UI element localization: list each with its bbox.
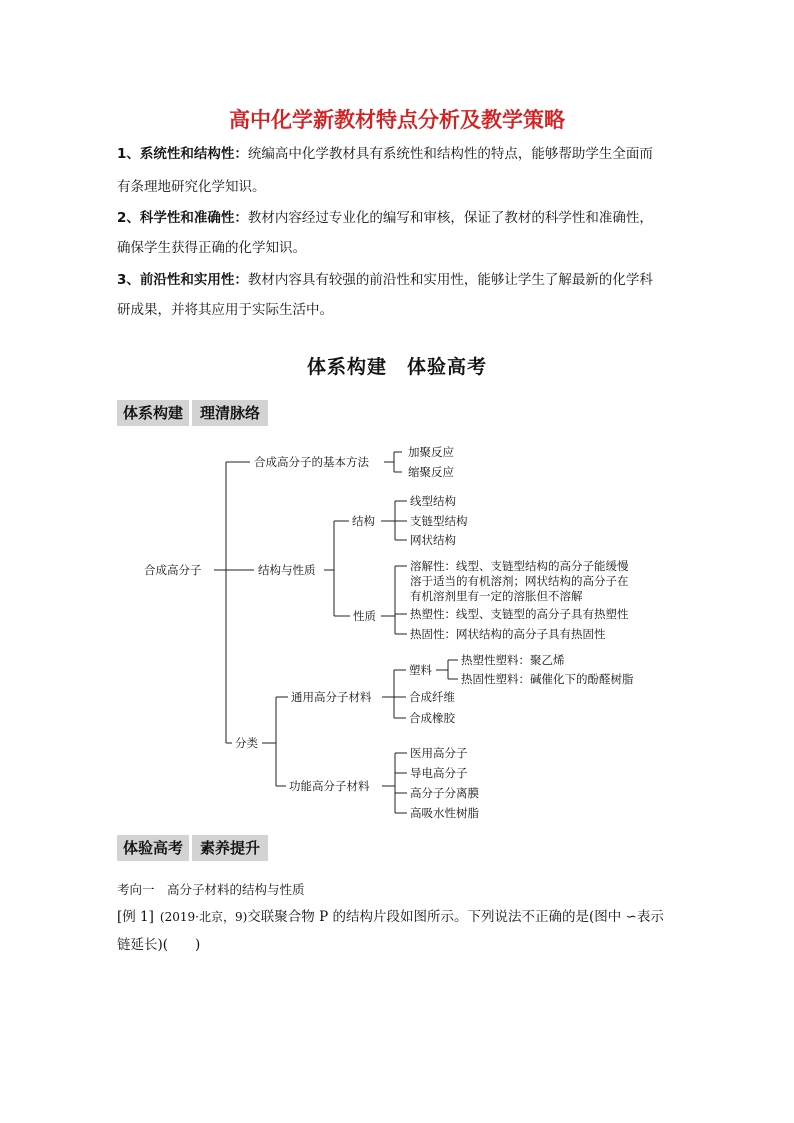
tree-thermoset: 热固性：网状结构的高分子具有热固性: [410, 627, 606, 641]
tree-solubility-1: 溶解性：线型、支链型结构的高分子能缓慢: [410, 559, 629, 573]
feature-1-text-line1: 统编高中化学教材具有系统性和结构性的特点，能够帮助学生全面而: [247, 146, 653, 162]
tree-thermoplastic: 热塑性：线型、支链型的高分子具有热塑性: [410, 607, 629, 621]
example-1-cont: 链延长)( ): [117, 937, 201, 953]
tree-membrane: 高分子分离膜: [410, 786, 479, 800]
tree-linear: 线型结构: [410, 494, 456, 508]
tree-ts-plastic: 热固性塑料：碱催化下的酚醛树脂: [461, 672, 634, 686]
feature-3-label: 3、前沿性和实用性：: [117, 272, 248, 288]
tree-condensation: 缩聚反应: [408, 465, 454, 479]
feature-3-cont: 研成果，并将其应用于实际生活中。: [117, 302, 333, 318]
example-label: [例 1]: [117, 909, 154, 925]
tree-medical: 医用高分子: [410, 746, 468, 760]
example-source: (2019·北京，9): [159, 910, 248, 924]
tree-branched: 支链型结构: [410, 514, 468, 528]
example-1: [117, 907, 664, 927]
feature-2-label: 2、科学性和准确性：: [117, 210, 248, 226]
page-title: 高中化学新教材特点分析及教学策略: [229, 108, 565, 132]
tree-structure-property: 结构与性质: [258, 563, 316, 577]
tree-root: 合成高分子: [144, 563, 202, 577]
tag-exam-experience: [117, 835, 268, 861]
tag-exam-experience-right: 素养提升: [192, 835, 268, 861]
tree-network: 网状结构: [410, 533, 456, 547]
feature-2-text-line1: 教材内容经过专业化的编写和审核，保证了教材的科学性和准确性，: [247, 210, 653, 226]
direction-heading: 考向一 高分子材料的结构与性质: [117, 882, 305, 897]
tree-tp-plastic: 热塑性塑料：聚乙烯: [461, 653, 565, 667]
tree-conductive: 导电高分子: [410, 766, 468, 780]
tree-general: 通用高分子材料: [291, 690, 372, 704]
tree-structure: 结构: [352, 514, 375, 528]
feature-3-text-line1: 教材内容具有较强的前沿性和实用性，能够让学生了解最新的化学科: [247, 272, 653, 288]
tree-absorbent: 高吸水性树脂: [410, 806, 479, 820]
tag-system-build-right: 理清脉络: [192, 400, 268, 426]
tree-plastics: 塑料: [409, 663, 432, 677]
tree-property: 性质: [353, 609, 376, 623]
tree-functional: 功能高分子材料: [289, 779, 370, 793]
feature-1-cont: 有条理地研究化学知识。: [117, 179, 266, 195]
section-heading: 体系构建 体验高考: [306, 356, 487, 378]
tree-rubber: 合成橡胶: [409, 711, 455, 725]
example-line1: 交联聚合物 P 的结构片段如图所示。下列说法不正确的是(图中 ∽表示: [247, 909, 664, 925]
feature-1-label: 1、系统性和结构性：: [117, 146, 248, 162]
tag-system-build-left: 体系构建: [117, 400, 189, 426]
feature-2-cont: 确保学生获得正确的化学知识。: [117, 240, 306, 256]
tree-solubility-3: 有机溶剂里有一定的溶胀但不溶解: [410, 589, 583, 603]
tree-fiber: 合成纤维: [409, 690, 455, 704]
tree-basic-method: 合成高分子的基本方法: [254, 455, 369, 469]
tag-exam-experience-left: 体验高考: [117, 835, 189, 861]
tree-addition: 加聚反应: [408, 445, 454, 459]
tree-classification: 分类: [235, 736, 258, 750]
tree-solubility-2: 溶于适当的有机溶剂；网状结构的高分子在: [410, 574, 629, 588]
